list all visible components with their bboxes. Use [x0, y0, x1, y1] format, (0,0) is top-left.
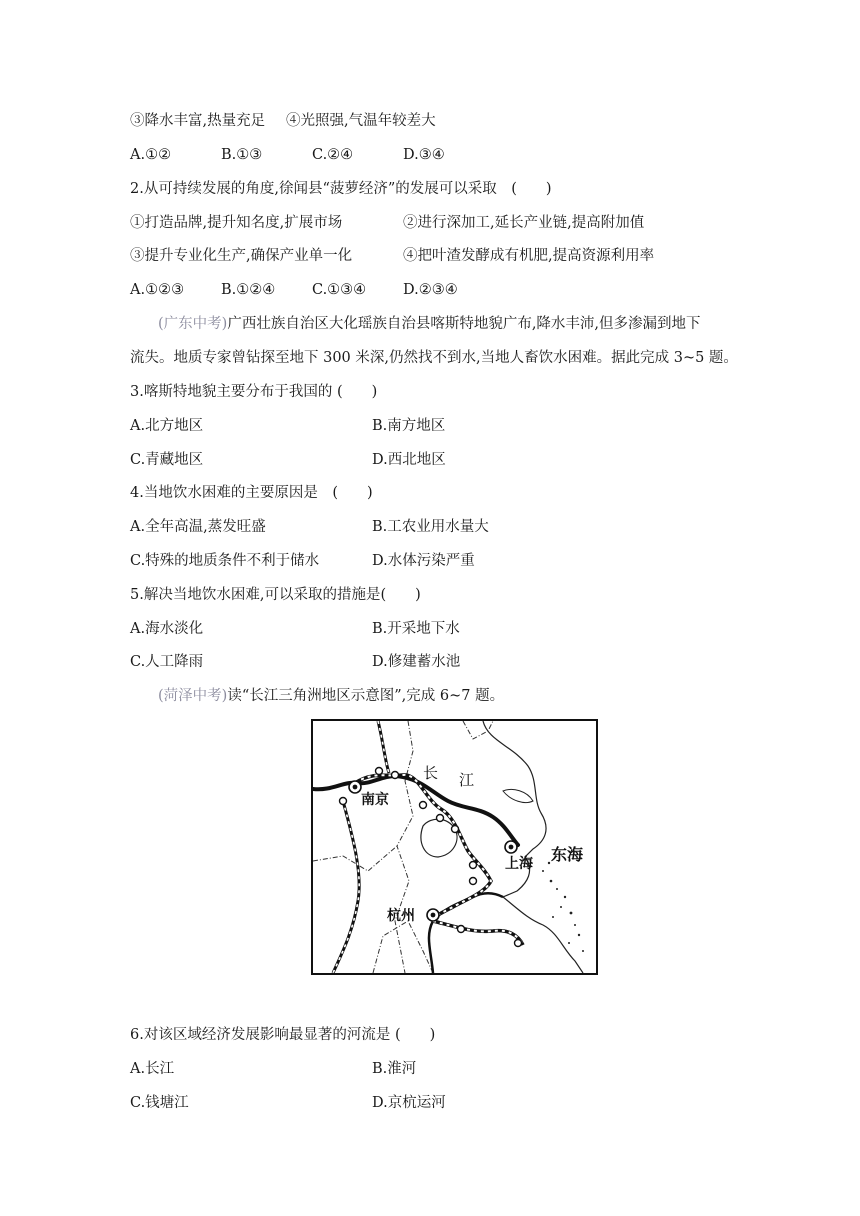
q6-option-b: B.淮河: [372, 1061, 417, 1077]
q4-option-d: D.水体污染严重: [372, 553, 475, 569]
label-hangzhou: 杭州: [387, 908, 415, 924]
q4-stem: 4.当地饮水困难的主要原因是 ( ): [130, 485, 373, 501]
passage2-source: (菏泽中考): [158, 688, 228, 704]
passage2-line: [158, 686, 504, 706]
yangtze-river: [313, 776, 518, 845]
q2-option-b: B.①②④: [221, 282, 276, 298]
passage2-text: 读“长江三角洲地区示意图”,完成 6~7 题。: [227, 688, 505, 704]
q6-option-c: C.钱塘江: [130, 1095, 189, 1111]
map-drawing: [313, 721, 596, 973]
label-chang: 长: [423, 764, 439, 782]
q4-option-b: B.工农业用水量大: [372, 519, 489, 535]
q2-item-1: ①打造品牌,提升知名度,扩展市场: [130, 215, 343, 231]
yangtze-delta-map: [311, 719, 598, 975]
q2-item-3: ③提升专业化生产,确保产业单一化: [130, 248, 353, 264]
qiantang-river: [429, 893, 503, 973]
q1-item-3-text: ③降水丰富,热量充足: [130, 113, 266, 129]
q1-option-b: B.①③: [221, 147, 263, 163]
q1-option-d: D.③④: [403, 147, 445, 163]
label-jiang: 江: [459, 771, 475, 789]
q5-option-b: B.开采地下水: [372, 621, 460, 637]
q2-option-c: C.①③④: [312, 282, 367, 298]
q5-option-a: A.海水淡化: [130, 621, 204, 637]
label-shanghai: 上海: [505, 856, 533, 872]
city-nanjing-marker: [349, 781, 361, 793]
q5-option-d: D.修建蓄水池: [372, 654, 461, 670]
q6-stem: 6.对该区域经济发展影响最显著的河流是 ( ): [130, 1027, 436, 1043]
passage1-line2: 流失。地质专家曾钻探至地下 300 米深,仍然找不到水,当地人畜饮水困难。据此完成 3~5 题。: [130, 350, 738, 366]
q3-option-b: B.南方地区: [372, 418, 446, 434]
q2-stem: 2.从可持续发展的角度,徐闻县“菠萝经济”的发展可以采取 ( ): [130, 181, 552, 197]
q1-item-4: ④光照强,气温年较差大: [286, 113, 436, 129]
q5-stem: 5.解决当地饮水困难,可以采取的措施是( ): [130, 587, 421, 603]
q2-item-2: ②进行深加工,延长产业链,提高附加值: [403, 215, 645, 231]
q1-option-a: A.①②: [130, 147, 172, 163]
q6-option-a: A.长江: [130, 1061, 175, 1077]
q2-option-a: A.①②③: [130, 282, 185, 298]
q3-option-a: A.北方地区: [130, 418, 204, 434]
city-shanghai-marker: [505, 841, 517, 853]
q1-option-c: C.②④: [312, 147, 354, 163]
passage1-line1: [158, 314, 701, 334]
q4-option-a: A.全年高温,蒸发旺盛: [130, 519, 266, 535]
q3-option-d: D.西北地区: [372, 452, 446, 468]
q2-option-d: D.②③④: [403, 282, 458, 298]
passage1-source: (广东中考): [158, 316, 228, 332]
city-hangzhou-marker: [427, 909, 439, 921]
islands: [542, 862, 584, 952]
passage1-text1: 广西壮族自治区大化瑶族自治县喀斯特地貌广布,降水丰沛,但多渗漏到地下: [227, 316, 701, 332]
island-chongming: [503, 789, 533, 802]
label-nanjing: 南京: [361, 792, 389, 808]
q3-option-c: C.青藏地区: [130, 452, 204, 468]
taihu-lake: [421, 819, 457, 857]
q6-option-d: D.京杭运河: [372, 1095, 446, 1111]
label-donghai: 东海: [551, 845, 584, 864]
q5-option-c: C.人工降雨: [130, 654, 204, 670]
q4-option-c: C.特殊的地质条件不利于储水: [130, 553, 320, 569]
q1-item-3: [130, 111, 265, 131]
q3-stem: 3.喀斯特地貌主要分布于我国的 ( ): [130, 384, 378, 400]
q2-item-4: ④把叶渣发酵成有机肥,提高资源利用率: [403, 248, 655, 264]
